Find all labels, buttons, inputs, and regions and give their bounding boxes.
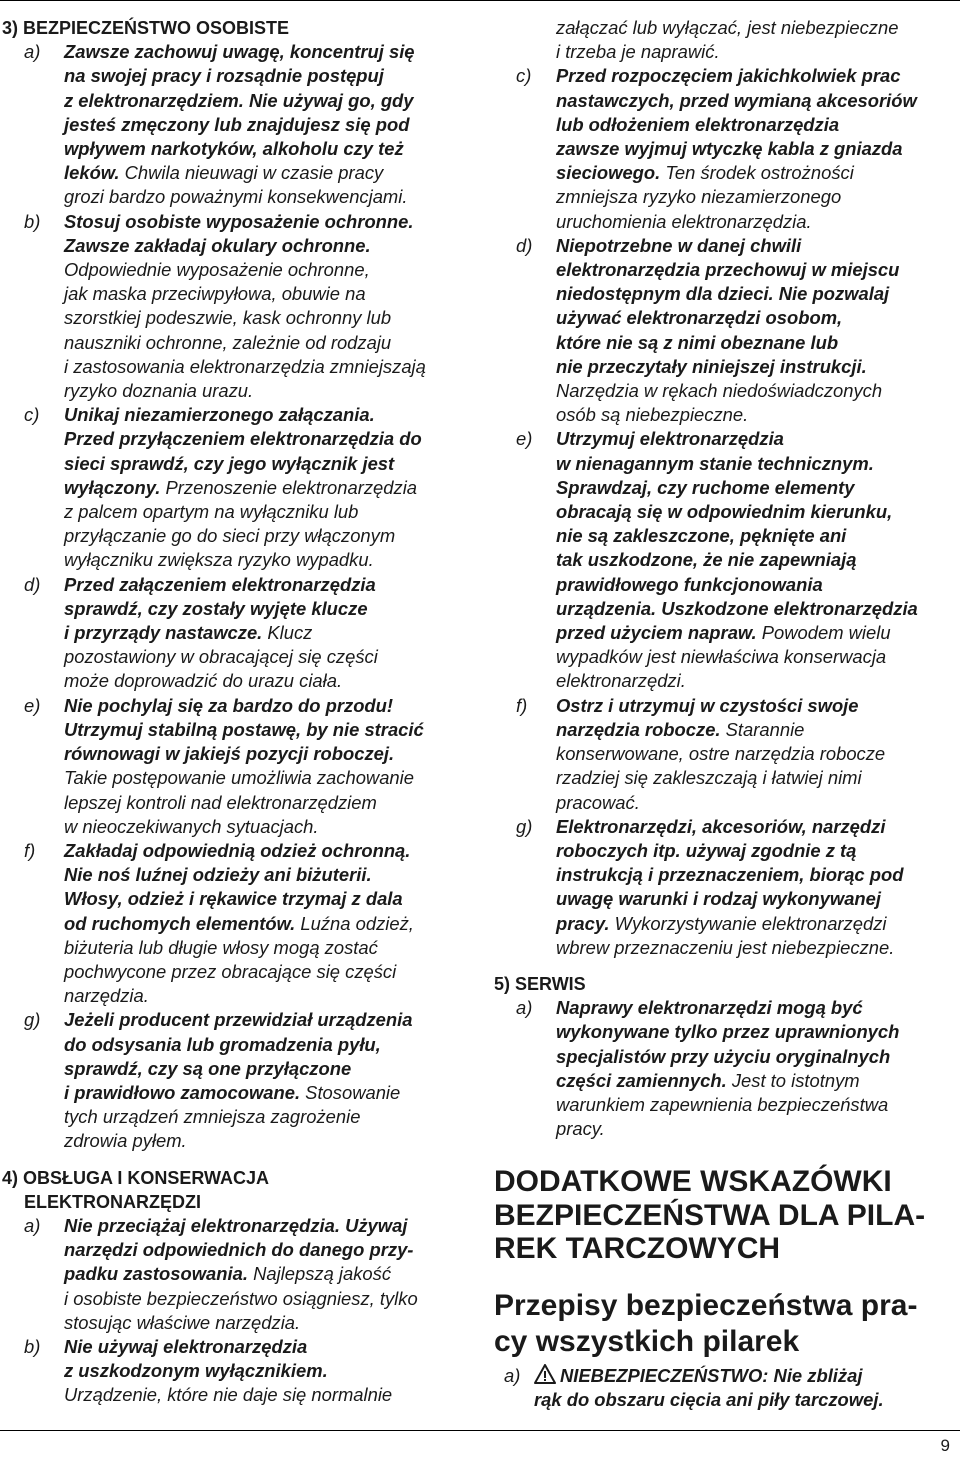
item-4a: a) Nie przeciążaj elektronarzędzia. Używaj narzędzi odpowiednich do danego przy- padku zastosowania. Najlepszą jakość i osobiste bezpieczeństwo osiągniesz, tylko stosując właściwe narzędzia.: [24, 1214, 418, 1333]
top-rule: [0, 0, 960, 1]
item-3g: g) Jeżeli producent przewidział urządzenia do odsysania lub gromadzenia pyłu, sprawdź, czy są one przyłączone i prawidłowo zamocowane. Stosowanie tych urządzeń zmniejsza zagrożenie zdrowia pyłem.: [24, 1009, 413, 1152]
all-saws-subheading: Przepisy bezpieczeństwa pra- cy wszystkich pilarek: [494, 1288, 918, 1358]
warning-item-a: a) NIEBEZPIECZEŃSTWO: Nie zbliżaj rąk do obszaru cięcia ani piły tarczowej.: [504, 1364, 884, 1411]
item-4b-continued: załączać lub wyłączać, jest niebezpieczne i trzeba je naprawić.: [556, 17, 899, 63]
item-3e: e) Nie pochylaj się za bardzo do przodu! Utrzymuj stabilną postawę, by nie stracić równowagi w jakiejś pozycji roboczej. Takie postępowanie umożliwia zachowanie lepszej kontroli nad elektronarzędziem w nieoczekiwanych sytuacjach.: [24, 694, 424, 837]
item-4f: f) Ostrz i utrzymuj w czystości swoje narzędzia robocze. Starannie konserwowane, ostre narzędzia robocze rzadziej się zakleszczają i łatwiej nimi pracować.: [516, 694, 886, 813]
right-column: [494, 16, 960, 1412]
item-5a: a) Naprawy elektronarzędzi mogą być wykonywane tylko przez uprawnionych specjalistów przy użyciu oryginalnych części zamiennych. Jest to istotnym warunkiem zapewnienia bezpieczeństwa pracy.: [516, 997, 900, 1140]
saw-safety-heading: DODATKOWE WSKAZÓWKI BEZPIECZEŃSTWA DLA PILA- REK TARCZOWYCH: [494, 1165, 926, 1266]
item-3b: b) Stosuj osobiste wyposażenie ochronne. Zawsze zakładaj okulary ochronne. Odpowiednie wyposażenie ochronne, jak maska przeciwpyłowa, obuwie na szorstkiej podeszwie, kask ochronny lub nauszniki ochronne, zależnie od rodzaju i zastosowania elektronarzędzia zmniejszają ryzyko doznania urazu.: [24, 210, 426, 402]
section-4-title: 4) OBSŁUGA I KONSERWACJA ELEKTRONARZĘDZI: [2, 1167, 270, 1212]
warning-triangle-icon: [534, 1364, 556, 1384]
item-4g: g) Elektronarzędzi, akcesoriów, narzędzi roboczych itp. używaj zgodnie z tą instrukcją i przeznaczeniem, biorąc pod uwagę warunki i rodzaj wykonywanej pracy. Wykorzystywanie elektronarzędzi wbrew przeznaczeniu jest niebezpieczne.: [516, 815, 904, 958]
item-4c: c) Przed rozpoczęciem jakichkolwiek prac nastawczych, przed wymianą akcesoriów lub odłożeniem elektronarzędzia zawsze wyjmuj wtyczkę kabla z gniazda sieciowego. Ten środek ostrożności zmniejsza ryzyko niezamierzonego uruchomienia elektronarzędzia.: [516, 65, 917, 232]
item-4d: d) Niepotrzebne w danej chwili elektronarzędzia przechowuj w miejscu niedostępnym dla dzieci. Nie pozwalaj używać elektronarzędzi osobom, które nie są z nimi obeznane lub nie przeczytały niniejszej instrukcji. Narzędzia w rękach niedoświadczonych osób są niebezpieczne.: [516, 234, 900, 426]
item-4e: e) Utrzymuj elektronarzędzia w nienagannym stanie technicznym. Sprawdzaj, czy ruchome elementy obracają się w odpowiednim kierunku, nie są zakleszczone, pęknięte ani tak uszkodzone, że nie zapewniają prawidłowego funkcjonowania urządzenia. Uszkodzone elektronarzędzia przed użyciem napraw. Powodem wielu wypadków jest niewłaściwa konserwacja elektronarzędzi.: [516, 428, 918, 692]
section-5-title: 5) SERWIS: [494, 973, 586, 994]
item-3f: f) Zakładaj odpowiednią odzież ochronną. Nie noś luźnej odzieży ani biżuterii. Włosy, odzież i rękawice trzymaj z dala od ruchomych elementów. Luźna odzież, biżuteria lub długie włosy mogą zostać pochwycone przez obracające się części narzędzia.: [24, 839, 414, 1007]
section-3-title: 3) BEZPIECZEŃSTWO OSOBISTE: [2, 18, 290, 38]
item-4b: b) Nie używaj elektronarzędzia z uszkodzonym wyłącznikiem. Urządzenie, które nie daje się normalnie: [24, 1335, 393, 1406]
left-column: [2, 16, 470, 1408]
bottom-rule: [0, 1430, 960, 1431]
page-number: 9: [940, 1436, 950, 1455]
item-3a: a) Zawsze zachowuj uwagę, koncentruj się na swojej pracy i rozsądnie postępuj z elektronarzędziem. Nie używaj go, gdy jesteś zmęczony lub znajdujesz się pod wpływem narkotyków, alkoholu czy też leków. Chwila nieuwagi w czasie pracy grozi bardzo poważnymi konsekwencjami.: [24, 41, 415, 208]
item-3d: d) Przed załączeniem elektronarzędzia sprawdź, czy zostały wyjęte klucze i przyrządy nastawcze. Klucz pozostawiony w obracającej się części może doprowadzić do urazu ciała.: [24, 573, 378, 692]
item-3c: c) Unikaj niezamierzonego załączania. Przed przyłączeniem elektronarzędzia do sieci sprawdź, czy jego wyłącznik jest wyłączony. Przenoszenie elektronarzędzia z palcem opartym na wyłączniku lub przyłączanie go do sieci przy włączonym wyłączniku zwiększa ryzyko wypadku.: [24, 404, 422, 571]
